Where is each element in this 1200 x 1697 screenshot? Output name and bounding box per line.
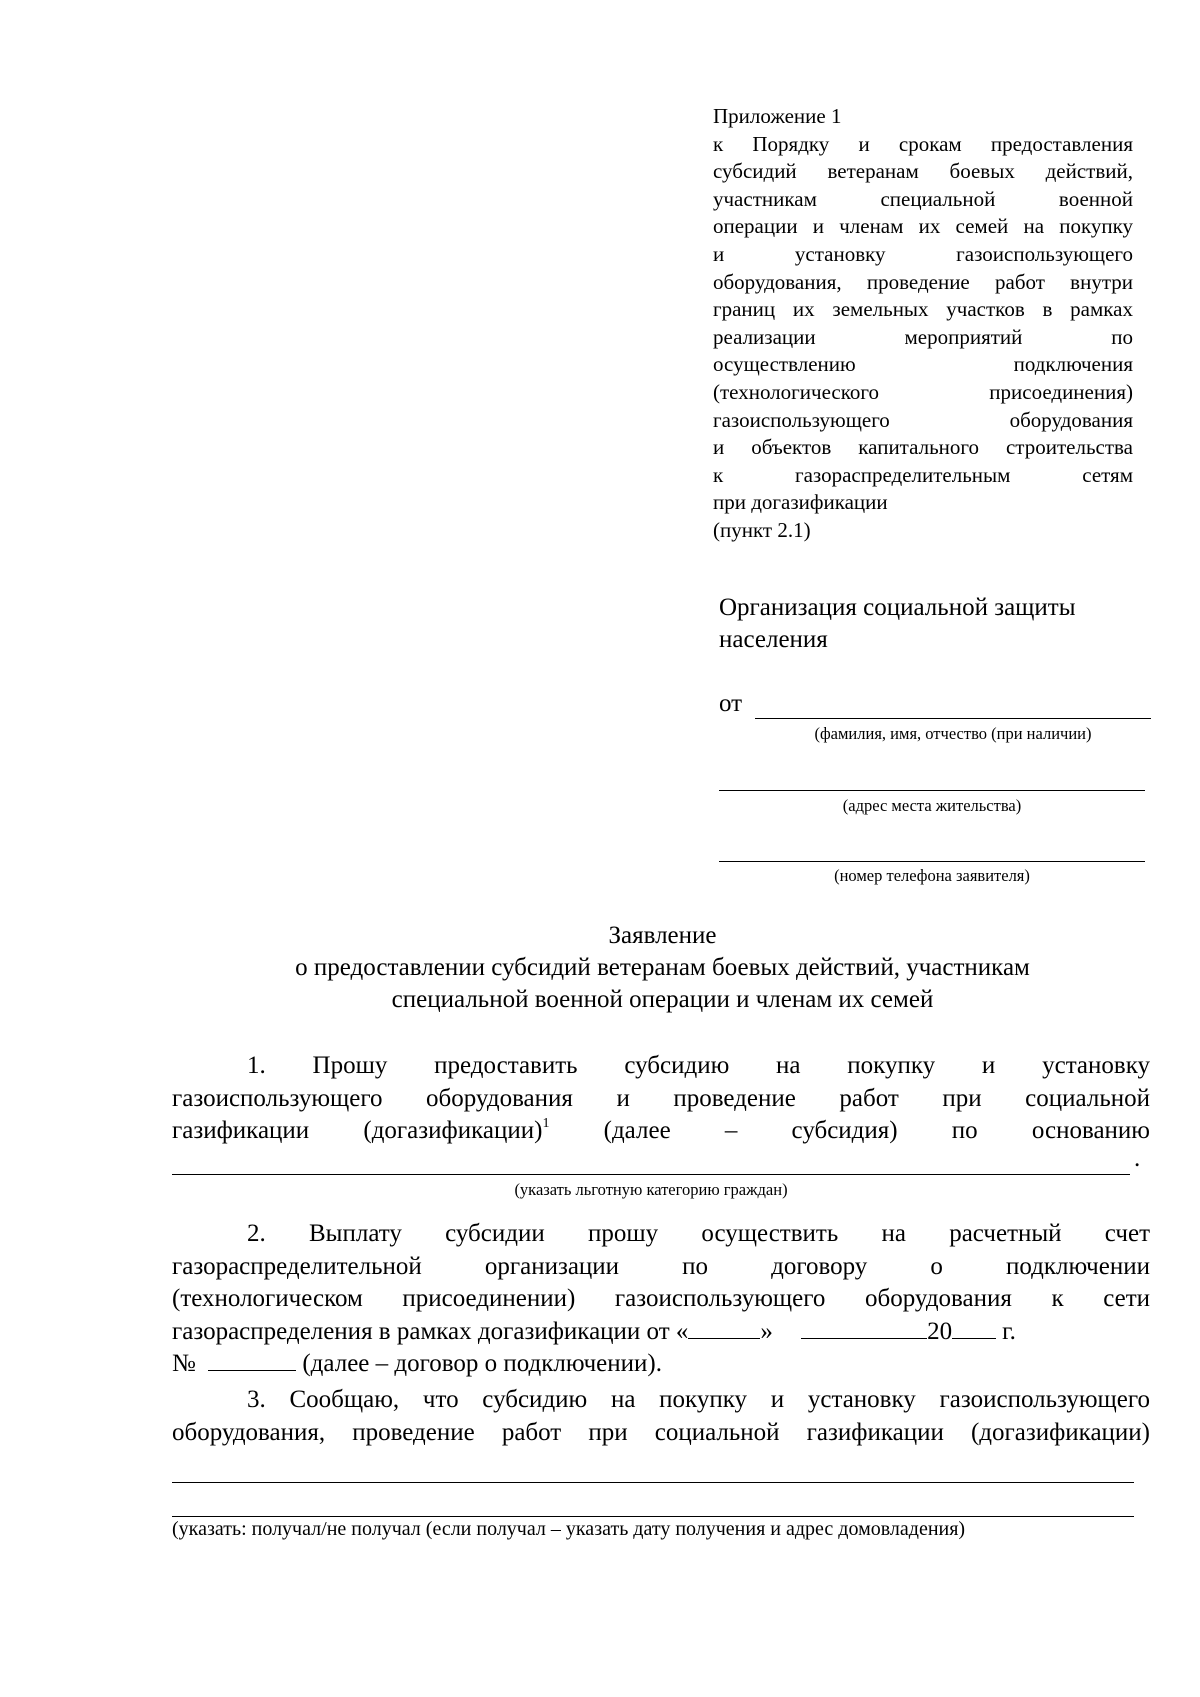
- paragraph-2: [172, 1218, 1150, 1381]
- statement-subtitle: о предоставлении субсидий ветеранам боевых действий, участникам: [295, 954, 1030, 981]
- appendix-title: Приложение 1: [713, 104, 842, 128]
- para-line: оборудования, проведение работ при социальной газификации (догазификации): [172, 1418, 1150, 1446]
- para-line: газоиспользующего оборудования и проведение работ при социальной: [172, 1084, 1150, 1112]
- org-line: населения: [719, 626, 828, 653]
- appendix-line: границ их земельных участков в рамках: [713, 297, 1133, 322]
- para-text: »: [760, 1317, 773, 1345]
- appendix-line: реализации мероприятий по: [713, 324, 1133, 349]
- appendix-line: операции и членам их семей на покупку: [713, 214, 1133, 239]
- statement-title: Заявление: [608, 922, 717, 949]
- para-text: г.: [1002, 1317, 1016, 1345]
- appendix-line: к Порядку и срокам предоставления: [713, 131, 1133, 156]
- appendix-line: газоиспользующего оборудования: [713, 407, 1133, 432]
- para-line: 1. Прошу предоставить субсидию на покупку и установку: [247, 1052, 1150, 1079]
- subsidy-info-field[interactable]: [172, 1458, 1134, 1483]
- appendix-line: при догазификации: [713, 490, 888, 515]
- para-line: 3. Сообщаю, что субсидию на покупку и установку газоиспользующего: [247, 1386, 1150, 1413]
- para-line: 2. Выплату субсидии прошу осуществить на расчетный счет: [247, 1220, 1150, 1247]
- appendix-line: субсидий ветеранам боевых действий,: [713, 159, 1133, 184]
- para-line: газораспределительной организации по договору о подключении: [172, 1252, 1150, 1280]
- from-label: от: [719, 690, 743, 717]
- footnote-mark: 1: [542, 1116, 550, 1131]
- category-field[interactable]: [172, 1150, 1130, 1175]
- end-period: .: [1134, 1145, 1141, 1172]
- para-line: [172, 1115, 1150, 1148]
- statement-subtitle: специальной военной операции и членам их семей: [391, 986, 934, 1013]
- appendix-line: осуществлению подключения: [713, 352, 1133, 377]
- para-text: (далее – договор о подключении).: [302, 1350, 662, 1377]
- name-hint: (фамилия, имя, отчество (при наличии): [814, 724, 1092, 743]
- appendix-line: оборудования, проведение работ внутри: [713, 269, 1133, 294]
- name-field[interactable]: [755, 690, 1151, 719]
- category-hint: (указать льготную категорию граждан): [514, 1180, 788, 1199]
- appendix-line: к газораспределительным сетям: [713, 462, 1133, 487]
- org-line: Организация социальной защиты: [719, 594, 1076, 621]
- subsidy-info-field-2[interactable]: [172, 1492, 1134, 1517]
- address-hint: (адрес места жительства): [842, 796, 1022, 815]
- appendix-line: (технологического присоединения): [713, 379, 1133, 404]
- contract-number-field[interactable]: [208, 1348, 296, 1371]
- paragraph-1: [172, 1050, 1150, 1148]
- phone-field[interactable]: [719, 833, 1145, 862]
- paragraph-3: [172, 1384, 1150, 1449]
- subsidy-info-hint: (указать: получал/не получал (если получал – указать дату получения и адрес домовладения): [172, 1518, 966, 1540]
- phone-hint: (номер телефона заявителя): [834, 866, 1030, 885]
- day-field[interactable]: [688, 1316, 760, 1339]
- para-line: [172, 1348, 1150, 1381]
- appendix-line: участникам специальной военной: [713, 186, 1133, 211]
- para-text: №: [172, 1350, 196, 1377]
- appendix-clause: (пункт 2.1): [713, 517, 811, 542]
- appendix-header: [713, 103, 1133, 545]
- address-field[interactable]: [719, 762, 1145, 791]
- para-text: 20: [927, 1317, 953, 1345]
- para-line: (технологическом присоединении) газоиспользующего оборудования к сети: [172, 1285, 1150, 1312]
- appendix-line: и установку газоиспользующего: [713, 241, 1133, 266]
- appendix-line: и объектов капитального строительства: [713, 435, 1133, 460]
- month-field[interactable]: [801, 1316, 927, 1339]
- addressee-org: [719, 592, 1139, 656]
- year-field[interactable]: [952, 1316, 996, 1339]
- para-text: (далее – субсидия) по основанию: [549, 1117, 1150, 1144]
- para-line: [172, 1316, 1150, 1349]
- para-text: газораспределения в рамках догазификации от «: [172, 1317, 689, 1345]
- statement-title-block: [170, 920, 1155, 1016]
- para-text: газификации (догазификации): [172, 1117, 543, 1144]
